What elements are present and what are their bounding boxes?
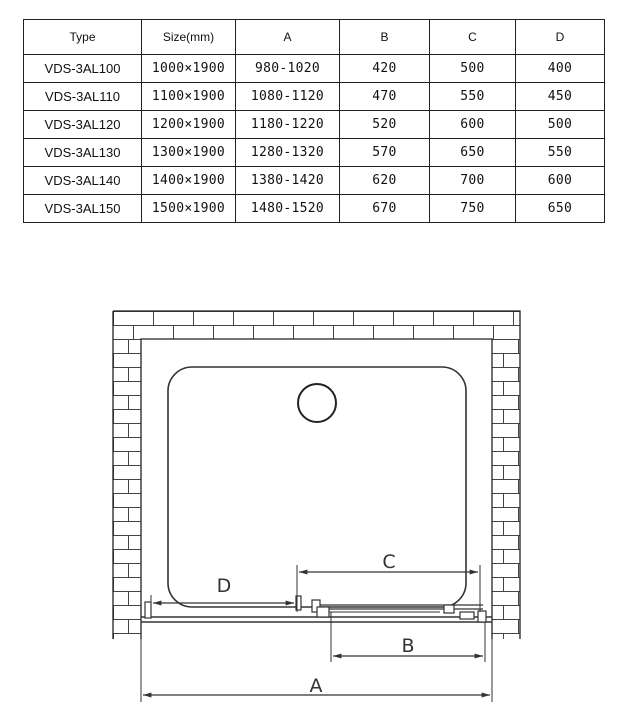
cell-size: 1400×1900 [142, 167, 236, 195]
dimension-a-label: A [309, 675, 323, 697]
dimension-c-label: C [382, 551, 396, 573]
cell-size: 1100×1900 [142, 83, 236, 111]
dimension-b-label: B [401, 635, 415, 657]
header-type: Type [24, 20, 142, 55]
cell-size: 1200×1900 [142, 111, 236, 139]
cell-size: 1000×1900 [142, 55, 236, 83]
cell-a: 980-1020 [236, 55, 340, 83]
header-a: A [236, 20, 340, 55]
dimension-d-label: D [216, 575, 232, 597]
cell-type: VDS-3AL110 [24, 83, 142, 111]
cell-type: VDS-3AL140 [24, 167, 142, 195]
cell-a: 1080-1120 [236, 83, 340, 111]
dimension-a [141, 639, 492, 702]
cell-type: VDS-3AL150 [24, 195, 142, 223]
cell-a: 1180-1220 [236, 111, 340, 139]
cell-d: 650 [516, 195, 605, 223]
brick-wall [113, 311, 520, 639]
cell-d: 550 [516, 139, 605, 167]
header-c: C [430, 20, 516, 55]
cell-c: 500 [430, 55, 516, 83]
cell-c: 600 [430, 111, 516, 139]
cell-a: 1480-1520 [236, 195, 340, 223]
cell-size: 1500×1900 [142, 195, 236, 223]
header-size: Size(mm) [142, 20, 236, 55]
header-d: D [516, 20, 605, 55]
cell-a: 1280-1320 [236, 139, 340, 167]
sliding-glass-door [141, 596, 492, 622]
cell-b: 670 [340, 195, 430, 223]
header-b: B [340, 20, 430, 55]
cell-d: 450 [516, 83, 605, 111]
cell-c: 700 [430, 167, 516, 195]
cell-type: VDS-3AL130 [24, 139, 142, 167]
cell-c: 750 [430, 195, 516, 223]
cell-b: 520 [340, 111, 430, 139]
cell-b: 420 [340, 55, 430, 83]
cell-b: 570 [340, 139, 430, 167]
drain-icon [298, 384, 336, 422]
cell-d: 600 [516, 167, 605, 195]
dimension-c [297, 551, 480, 612]
cell-b: 470 [340, 83, 430, 111]
cell-a: 1380-1420 [236, 167, 340, 195]
cell-size: 1300×1900 [142, 139, 236, 167]
cell-c: 550 [430, 83, 516, 111]
cell-d: 400 [516, 55, 605, 83]
cell-b: 620 [340, 167, 430, 195]
cell-type: VDS-3AL100 [24, 55, 142, 83]
cell-d: 500 [516, 111, 605, 139]
cell-type: VDS-3AL120 [24, 111, 142, 139]
cell-c: 650 [430, 139, 516, 167]
